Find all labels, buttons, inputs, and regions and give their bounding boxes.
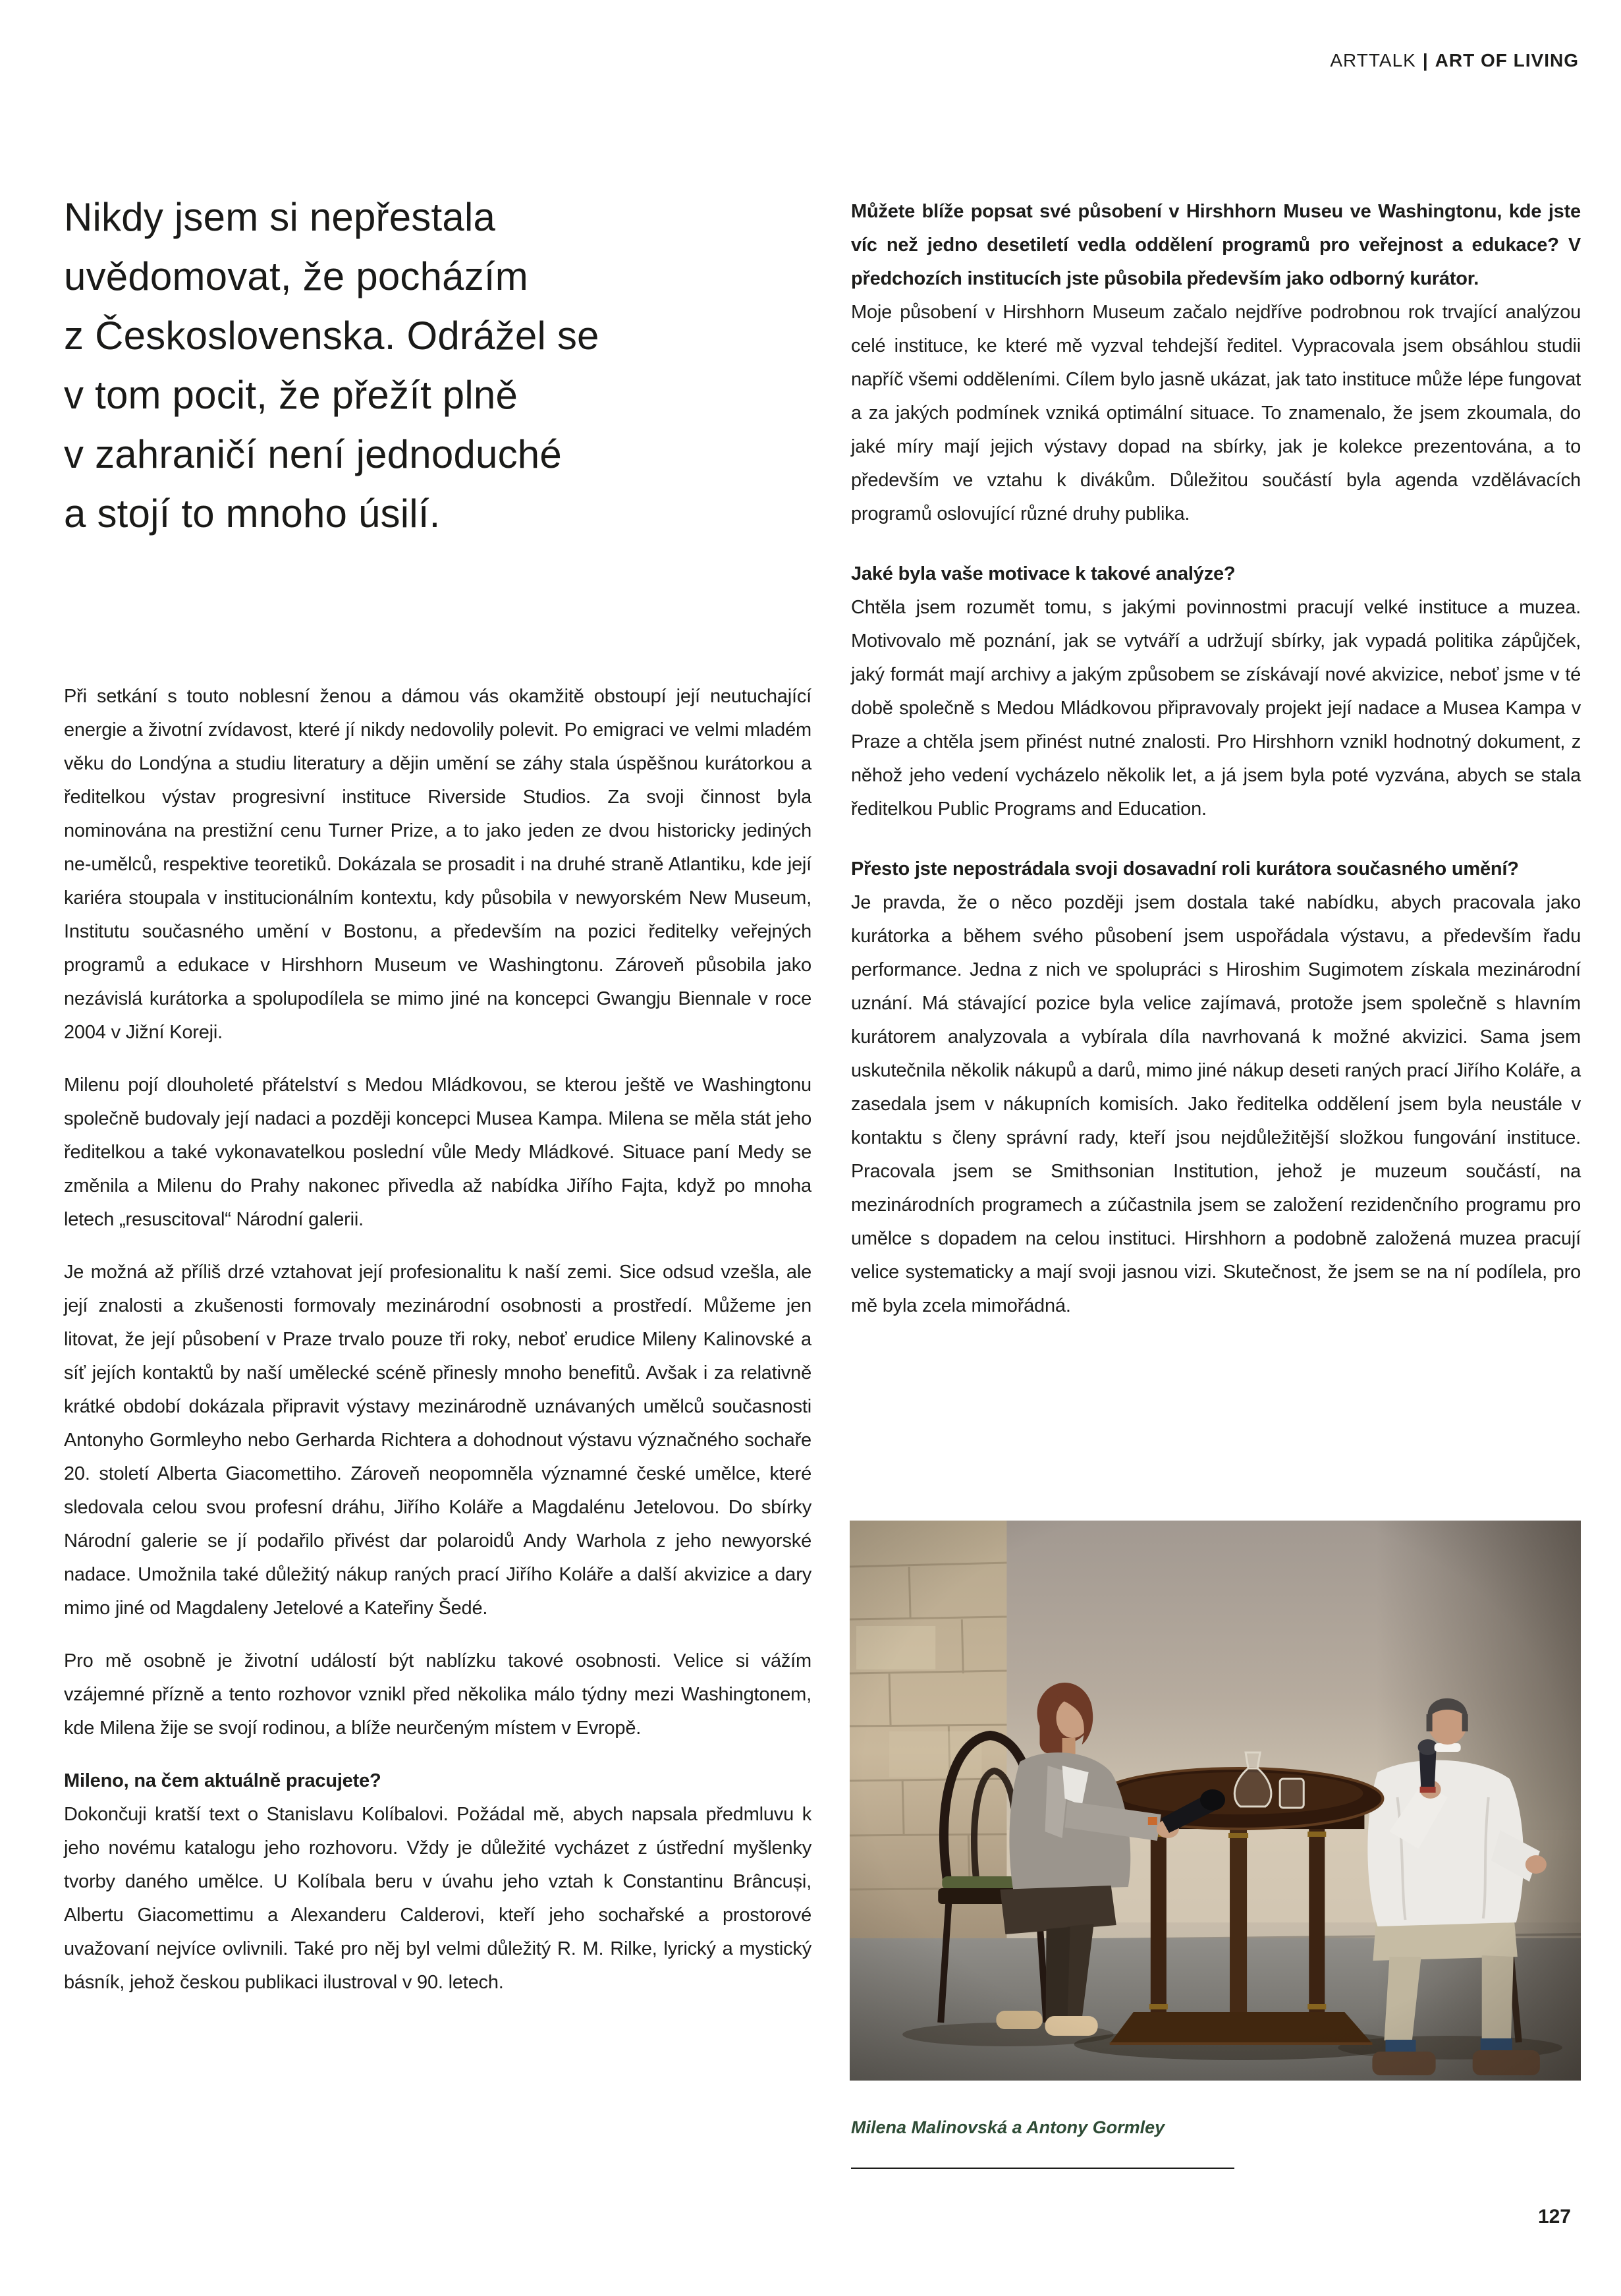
interview-photo <box>850 1521 1581 2081</box>
qa-block <box>851 195 1581 531</box>
magazine-title: ARTTALK <box>1330 50 1416 70</box>
interview-answer: Je pravda, že o něco později jsem dostala také nabídku, abych pracovala jako kurátorka a během svého působení jsem uspořádala výstavu, a především řadu performance. Jedna z nich ve spolupráci s Hiroshim Sugimotem získala mezinárodní uznání. Má stávající pozice byla velice zajímavá, protože jsem společně s hlavním kurátorem analyzovala a vybírala díla navrhovaná k možné akvizici. Sama jsem uskutečnila několik nákupů a darů, mimo jiné nákup deseti raných prací Jiřího Koláře, a zasedala jsem v nákupních komisích. Jako ředitelka oddělení jsem byla neustále v kontaktu s členy správní rady, kteří jsou nejdůležitější složkou fungování instituce. Pracovala jsem se Smithsonian Institution, jehož je muzeum součástí, na mezinárodních programech a zúčastnila jsem se založení rezidenčního programu pro umělce s dopadem na celou instituci. Hirshhorn a podobně založená muzea pracují velice systematicky a mají svoji jasnou vizi. Skutečnost, že jsem se na ní podílela, pro mě byla zcela mimořádná. <box>851 892 1581 1316</box>
intro-paragraph: Milenu pojí dlouholeté přátelství s Medou Mládkovou, se kterou ještě ve Washingtonu společně budovaly její nadaci a později koncepci Musea Kampa. Milena se měla stát jeho ředitelkou a také vykonavatelkou poslední vůle Medy Mládkové. Situace paní Medy se změnila a Milenu do Prahy nakonec přivedla až nabídka Jiřího Fajta, když po mnoha letech „resuscitoval“ Národní galerii. <box>64 1075 811 1230</box>
pull-quote-line: v tom pocit, že přežít plně <box>64 373 518 417</box>
caption-rule <box>851 2168 1234 2169</box>
interview-column <box>851 195 1581 1349</box>
interview-question: Mileno, na čem aktuálně pracujete? <box>64 1770 381 1791</box>
pull-quote <box>64 188 828 544</box>
pull-quote-line: v zahraničí není jednoduché <box>64 432 562 476</box>
photo-illustration <box>850 1521 1581 2081</box>
interview-answer: Dokončuji kratší text o Stanislavu Kolíbalovi. Požádal mě, abych napsala předmluvu k jeho novému katalogu jeho rozhovoru. Vždy je důležité vycházet z ústřední myšlenky tvorby daného umělce. U Kolíbala beru v úvahu jeho vztah k Constantinu Brâncuși, Albertu Giacomettimu a Alexanderu Calderovi, kteří jeho sochařské a prostorové uvažovaní nejvíce ovlivnili. Také pro něj byl velmi důležitý R. M. Rilke, lyrický a mystický básník, jehož českou publikaci ilustroval v 90. letech. <box>64 1804 811 1993</box>
photo-caption: Milena Malinovská a Antony Gormley <box>851 2117 1165 2137</box>
interview-question: Jaké byla vaše motivace k takové analýze? <box>851 563 1236 584</box>
qa-block <box>851 557 1581 826</box>
running-head <box>1330 50 1579 71</box>
intro-paragraph: Pro mě osobně je životní událostí být nablízku takové osobnosti. Velice si vážím vzájemné přízně a tento rozhovor vznikl před několika málo týdny mezi Washingtonem, kde Milena žije se svojí rodinou, a blíže neurčeným místem v Evropě. <box>64 1650 811 1739</box>
interview-answer: Moje působení v Hirshhorn Museum začalo nejdříve podrobnou rok trvající analýzou celé instituce, ke které mě vyzval tehdejší ředitel. Vypracovala jsem obsáhlou studii napříč všemi odděleními. Cílem bylo jasně ukázat, jak tato instituce může lépe fungovat a za jakých podmínek vzniká optimální situace. To znamenalo, že jsem zkoumala, do jaké míry mají jejich výstavy dopad na sbírky, jak je kolekce prezentována, a to především ve vztahu k divákům. Důležitou součástí byla agenda vzdělávacích programů oslovující různé druhy publika. <box>851 302 1581 524</box>
running-head-divider: | <box>1422 50 1429 70</box>
section-title: ART OF LIVING <box>1435 50 1579 70</box>
qa-block <box>851 853 1581 1323</box>
interview-answer: Chtěla jsem rozumět tomu, s jakými povinnostmi pracují velké instituce a muzea. Motivovalo mě poznání, jak se vytváří a udržují sbírky, jak vypadá politika zápůjček, jaký formát mají archivy a jakým způsobem se získávají nové akvizice, neboť jsme v té době společně s Medou Mládkovou připravovaly projekt její nadace a Musea Kampa v Praze a chtěla jsem přinést nutné znalosti. Pro Hirshhorn vznikl hodnotný dokument, z něhož jeho vedení vycházelo několik let, a já jsem byla poté vyzvána, abych se stala ředitelkou Public Programs and Education. <box>851 597 1581 820</box>
pull-quote-line: a stojí to mnoho úsilí. <box>64 491 441 536</box>
pull-quote-line: uvědomovat, že pocházím <box>64 254 528 298</box>
page-number: 127 <box>1537 2206 1571 2227</box>
intro-paragraph: Je možná až příliš drzé vztahovat její profesionalitu k naší zemi. Sice odsud vzešla, ale její znalosti a zkušenosti formovaly mezinárodní osobnosti a prostředí. Můžeme jen litovat, že její působení v Praze trvalo pouze tři roky, neboť erudice Mileny Kalinovské a síť jejích kontaktů by naší umělecké scéně přinesly mnoho benefitů. Avšak i za relativně krátké období dokázala připravit výstavy mezinárodně uznávaných umělců současnosti Antonyho Gormleyho nebo Gerharda Richtera a dohodnout výstavu význačného sochaře 20. století Alberta Giacomettiho. Zároveň neopomněla významné české umělce, které sledovala celou svou profesní dráhu, Jiřího Koláře a Magdalénu Jetelovou. Do sbírky Národní galerie se jí podařilo přivést dar polaroidů Andy Warhola z jeho newyorské nadace. Umožnila také důležitý nákup raných prací Jiřího Koláře a další akvizice a dary mimo jiné od Magdaleny Jetelové a Kateřiny Šedé. <box>64 1262 811 1619</box>
pull-quote-line: z Československa. Odrážel se <box>64 314 599 358</box>
interview-question: Můžete blíže popsat své působení v Hirshhorn Museu ve Washingtonu, kde jste víc než jedno desetiletí vedla oddělení programů pro veřejnost a edukace? V předchozích institucích jste působila především jako odborný kurátor. <box>851 201 1581 289</box>
article-intro-column <box>64 680 811 2000</box>
intro-paragraph: Při setkání s touto noblesní ženou a dámou vás okamžitě obstoupí její neutuchající energie a životní zvídavost, které jí nikdy nedovolily polevit. Po emigraci ve velmi mladém věku do Londýna a studiu literatury a dějin umění se záhy stala úspěšnou kurátorkou a ředitelkou výstav progresivní instituce Riverside Studios. Za svoji činnost byla nominována na prestižní cenu Turner Prize, a to jako jeden ze dvou historicky jediných ne-umělců, respektive teoretiků. Dokázala se prosadit i na druhé straně Atlantiku, kde její kariéra stoupala v institucionálním kontextu, kdy působila v newyorském New Museum, Institutu současného umění v Bostonu, a především na pozici ředitelky veřejných programů a edukace v Hirshhorn Museum ve Washingtonu. Zároveň působila jako nezávislá kurátorka a spolupodílela se mimo jiné na koncepci Gwangju Biennale v roce 2004 v Jižní Koreji. <box>64 686 811 1043</box>
interview-question: Přesto jste nepostrádala svoji dosavadní roli kurátora současného umění? <box>851 858 1519 880</box>
pull-quote-line: Nikdy jsem si nepřestala <box>64 195 496 239</box>
